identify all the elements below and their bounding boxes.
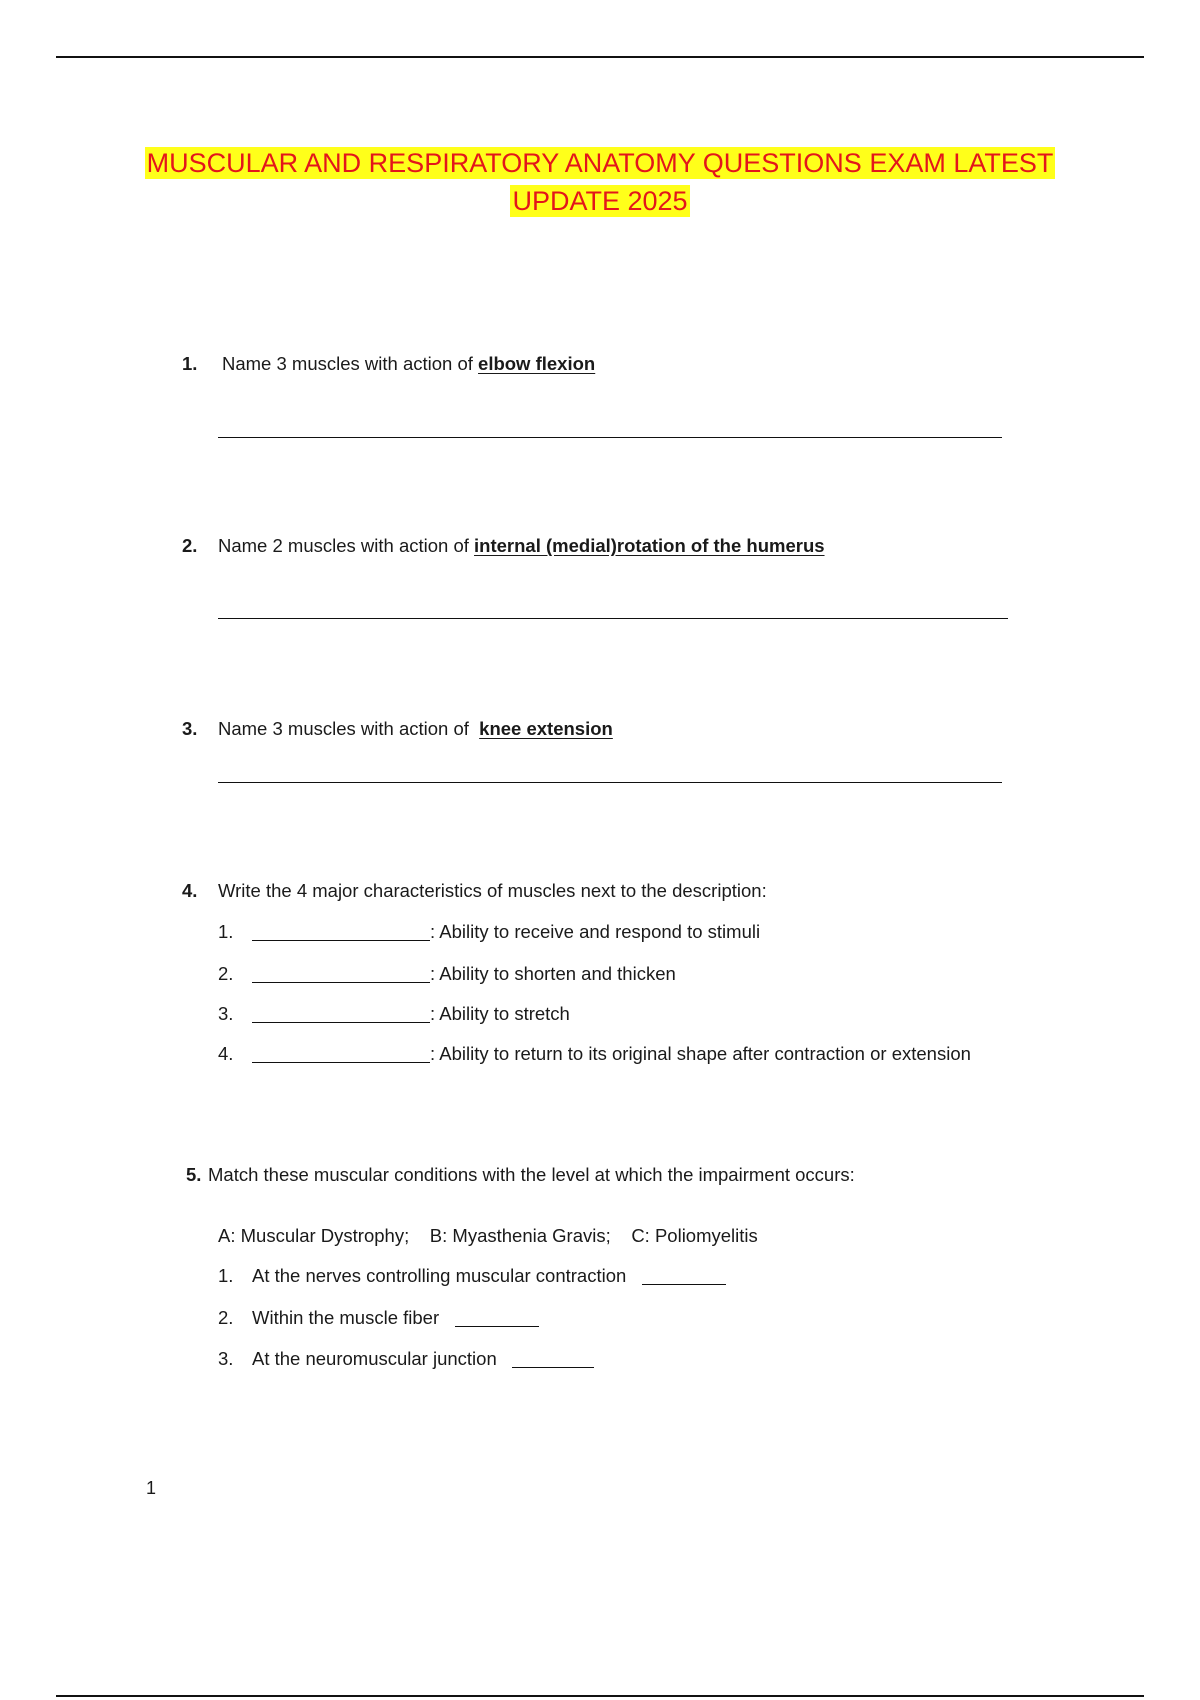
question-1-emphasis: elbow flexion [478, 353, 596, 374]
match-item-1-number: 1. [218, 1265, 234, 1286]
characteristic-item-3 [218, 1003, 570, 1025]
match-item-2-blank[interactable] [455, 1326, 539, 1327]
question-2-number: 2. [182, 535, 198, 556]
characteristic-item-2-desc: : Ability to shorten and thicken [430, 963, 676, 984]
characteristic-item-2 [218, 963, 676, 985]
match-item-3-text: At the neuromuscular junction [252, 1348, 497, 1369]
question-1-answer-line[interactable] [218, 437, 1002, 438]
question-3-answer-line[interactable] [218, 782, 1002, 783]
page-title [100, 144, 1100, 220]
bottom-rule [56, 1695, 1144, 1697]
question-5-text: Match these muscular conditions with the level at which the impairment occurs: [208, 1164, 855, 1185]
match-item-3-blank[interactable] [512, 1367, 594, 1368]
question-3 [182, 718, 613, 740]
match-item-2-text: Within the muscle fiber [252, 1307, 440, 1328]
question-2-text: Name 2 muscles with action of [218, 535, 469, 556]
title-line-1: MUSCULAR AND RESPIRATORY ANATOMY QUESTIONS EXAM LATEST [146, 148, 1054, 178]
match-item-3 [218, 1348, 594, 1370]
characteristic-item-4-desc: : Ability to return to its original shape after contraction or extension [430, 1043, 971, 1064]
question-1 [182, 353, 595, 375]
question-2-emphasis: internal (medial)rotation of the humerus [474, 535, 825, 556]
question-1-text: Name 3 muscles with action of [222, 353, 473, 374]
match-item-3-number: 3. [218, 1348, 234, 1369]
question-2 [182, 535, 825, 557]
question-4-text: Write the 4 major characteristics of muscles next to the description: [218, 880, 767, 901]
question-4-number: 4. [182, 880, 198, 901]
characteristic-item-1-number: 1. [218, 921, 234, 942]
question-4 [182, 880, 767, 902]
characteristic-item-3-desc: : Ability to stretch [430, 1003, 570, 1024]
condition-options [218, 1225, 758, 1247]
characteristic-item-3-number: 3. [218, 1003, 234, 1024]
top-rule [56, 56, 1144, 58]
characteristic-item-2-blank[interactable] [252, 982, 430, 983]
characteristic-item-4-number: 4. [218, 1043, 234, 1064]
characteristic-item-3-blank[interactable] [252, 1022, 430, 1023]
characteristic-item-1 [218, 921, 760, 943]
question-3-emphasis: knee extension [479, 718, 613, 739]
match-item-2-number: 2. [218, 1307, 234, 1328]
question-5-number: 5. [186, 1164, 202, 1185]
condition-option-a: A: Muscular Dystrophy; [218, 1225, 410, 1246]
question-3-number: 3. [182, 718, 198, 739]
question-3-text: Name 3 muscles with action of [218, 718, 469, 739]
match-item-1-blank[interactable] [642, 1284, 726, 1285]
match-item-1-text: At the nerves controlling muscular contraction [252, 1265, 627, 1286]
title-line-2: UPDATE 2025 [512, 186, 688, 216]
characteristic-item-4-blank[interactable] [252, 1062, 430, 1063]
condition-option-c: C: Poliomyelitis [631, 1225, 758, 1246]
question-2-answer-line[interactable] [218, 618, 1008, 619]
page-number: 1 [146, 1478, 157, 1498]
characteristic-item-1-desc: : Ability to receive and respond to stimuli [430, 921, 761, 942]
characteristic-item-2-number: 2. [218, 963, 234, 984]
question-5 [186, 1164, 855, 1186]
match-item-2 [218, 1307, 539, 1329]
match-item-1 [218, 1265, 726, 1287]
characteristic-item-4 [218, 1043, 971, 1065]
question-1-number: 1. [182, 353, 198, 374]
condition-option-b: B: Myasthenia Gravis; [429, 1225, 611, 1246]
characteristic-item-1-blank[interactable] [252, 940, 430, 941]
